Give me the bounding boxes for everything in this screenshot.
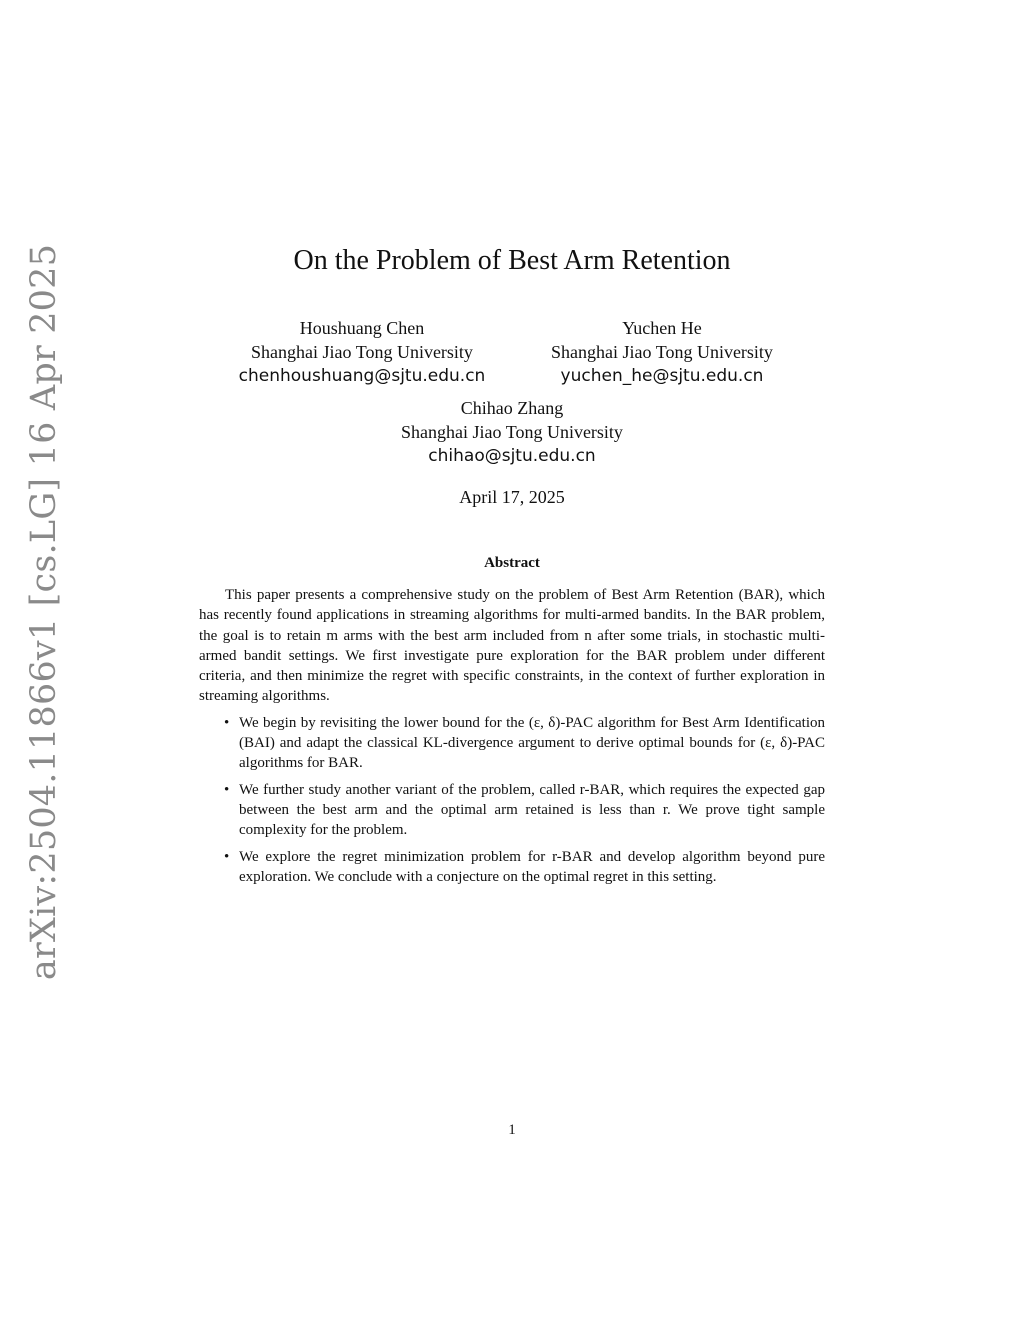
paper-title: On the Problem of Best Arm Retention — [293, 245, 731, 276]
author-affiliation: Shanghai Jiao Tong University — [251, 342, 473, 362]
author-affiliation: Shanghai Jiao Tong University — [551, 342, 773, 362]
list-item-text: We further study another variant of the problem, called r-BAR, which requires the expected gap between the best arm and the optimal arm retained is less than r. We prove tight sample complexity for the problem. — [239, 781, 825, 839]
list-item-text: We explore the regret minimization problem for r-BAR and develop algorithm beyond pure exploration. We conclude with a conjecture on the optimal regret in this setting. — [239, 848, 825, 885]
author-email: chihao@sjtu.edu.cn — [428, 446, 596, 466]
list-item — [224, 847, 825, 888]
abstract-heading: Abstract — [484, 555, 540, 571]
author-name: Houshuang Chen — [299, 318, 425, 338]
author-block — [512, 316, 812, 388]
author-email: yuchen_he@sjtu.edu.cn — [560, 366, 764, 386]
list-item-text: We begin by revisiting the lower bound for the (ε, δ)-PAC algorithm for Best Arm Identification (BAI) and adapt the classical KL-divergence argument to derive optimal bounds for (ε, δ)-PAC algorithms for BAR. — [239, 714, 825, 772]
author-name: Chihao Zhang — [460, 398, 564, 418]
abstract-paragraph: This paper presents a comprehensive study on the problem of Best Arm Retention (BAR), which has recently found applications in streaming algorithms for multi-armed bandits. In the BAR problem, the goal is to retain m arms with the best arm included from n after some trials, in stochastic multi-armed bandit settings. We first investigate pure exploration for the BAR problem under different criteria, and then minimize the regret with specific constraints, in the context of further exploration in streaming algorithms. — [199, 587, 825, 705]
author-block — [362, 396, 662, 468]
abstract-body — [199, 585, 825, 893]
author-email: chenhoushuang@sjtu.edu.cn — [238, 366, 486, 386]
bullet-icon: • — [224, 848, 230, 865]
author-block — [212, 316, 512, 388]
page-number: 1 — [508, 1122, 516, 1138]
list-item — [224, 780, 825, 841]
contribution-list — [199, 713, 825, 887]
arxiv-stamp: arXiv:2504.11866v1 [cs.LG] 16 Apr 2025 — [24, 243, 64, 981]
author-affiliation: Shanghai Jiao Tong University — [401, 422, 623, 442]
bullet-icon: • — [224, 781, 230, 798]
author-name: Yuchen He — [622, 318, 702, 338]
paper-date: April 17, 2025 — [459, 487, 565, 507]
bullet-icon: • — [224, 714, 230, 731]
list-item — [224, 713, 825, 774]
